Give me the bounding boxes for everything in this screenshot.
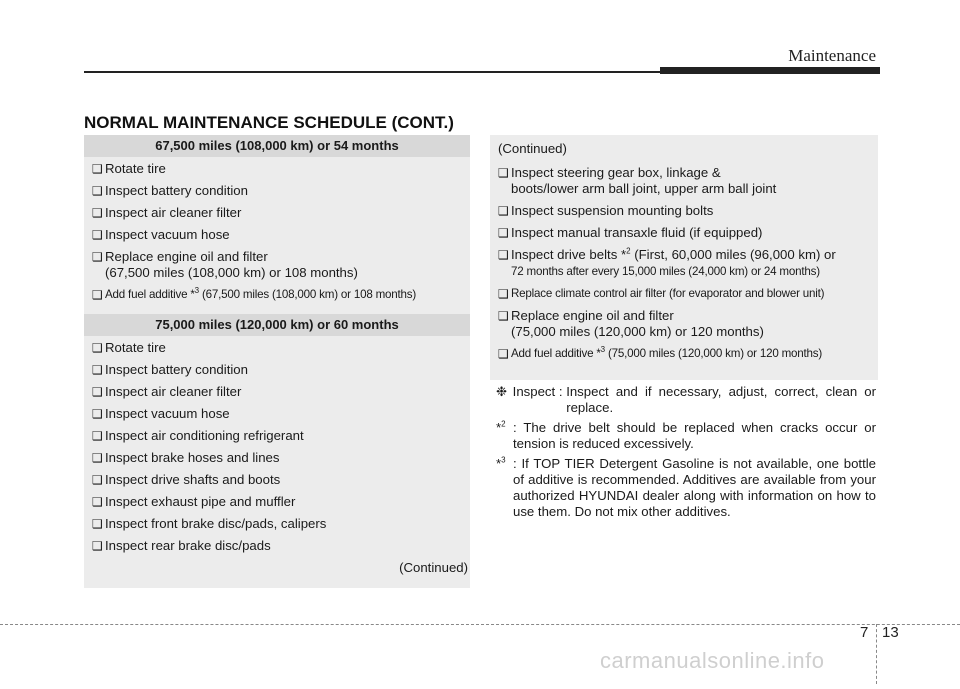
list-item: ❑ Rotate tire [92,340,166,355]
checkbox-icon: ❑ [92,363,103,377]
list-item: ❑ Inspect battery condition [92,183,248,198]
footer-rule [0,624,960,625]
checkbox-icon: ❑ [92,250,103,264]
list-item: ❑ Inspect battery condition [92,362,248,377]
checkbox-icon: ❑ [498,204,509,218]
list-item: ❑ Inspect front brake disc/pads, calipers [92,516,327,531]
checkbox-icon: ❑ [92,288,103,302]
continued-label: (Continued) [399,560,468,575]
checkbox-icon: ❑ [92,539,103,553]
list-item: ❑ Inspect manual transaxle fluid (if equipped) [498,225,763,240]
checkbox-icon: ❑ [92,206,103,220]
checkbox-icon: ❑ [92,451,103,465]
checkbox-icon: ❑ [92,407,103,421]
list-item: ❑ Replace engine oil and filter (75,000 miles (120,000 km) or 120 months) [498,308,764,339]
list-item: ❑ Rotate tire [92,161,166,176]
list-item-climate-filter: ❑ Replace climate control air filter (for evaporator and blower unit) [498,287,825,301]
section-title: Maintenance [788,46,876,65]
checkbox-icon: ❑ [92,517,103,531]
inspect-symbol-icon: ❉ [496,384,508,399]
list-item-drive-belts: ❑ Inspect drive belts *$^2$ (First, 60,000 miles (96,000 km) or 72 months after every 15,000 miles (24,000 km) or 24 months) [498,246,836,278]
note-inspect: ❉ Inspect : Inspect and if necessary, adjust, correct, clean or replace. [496,384,876,415]
list-item: ❑ Inspect suspension mounting bolts [498,203,714,218]
interval-heading-67500: 67,500 miles (108,000 km) or 54 months [84,135,470,157]
checkbox-icon: ❑ [498,226,509,240]
page-number: 13 [882,624,899,641]
header-rule-thin [84,71,660,73]
list-item: ❑ Inspect air conditioning refrigerant [92,428,304,443]
checkbox-icon: ❑ [92,385,103,399]
checkbox-icon: ❑ [498,309,509,323]
list-item: ❑ Inspect steering gear box, linkage & boots/lower arm ball joint, upper arm ball joint [498,165,777,196]
note-fuel-additive: *$^3$ : If TOP TIER Detergent Gasoline is not available, one bottle of additive is recommended. Additives are available from your authorized HYUNDAI dealer along with information on how to use them. Do not mix other additives. [496,455,876,519]
list-item: ❑ Inspect rear brake disc/pads [92,538,271,553]
continued-label: (Continued) [498,141,567,156]
interval-list-75000 [84,336,470,554]
checkbox-icon: ❑ [92,429,103,443]
schedule-panel-right [490,135,878,380]
header-rule-thick [660,67,880,74]
chapter-number: 7 [860,624,869,641]
footer-divider [876,624,877,684]
list-item: ❑ Inspect vacuum hose [92,406,230,421]
page-heading: NORMAL MAINTENANCE SCHEDULE (CONT.) [84,113,454,132]
checkbox-icon: ❑ [92,473,103,487]
list-item: ❑ Replace engine oil and filter (67,500 miles (108,000 km) or 108 months) [92,249,358,280]
list-item: ❑ Inspect air cleaner filter [92,205,242,220]
note-drive-belt: *$^2$ : The drive belt should be replaced when cracks occur or tension is reduced excessively. [496,419,876,451]
interval-list-67500 [84,157,470,303]
list-item: ❑ Inspect vacuum hose [92,227,230,242]
list-item: ❑ Inspect air cleaner filter [92,384,242,399]
watermark: carmanualsonline.info [600,648,825,673]
list-item: ❑ Inspect exhaust pipe and muffler [92,494,296,509]
checkbox-icon: ❑ [92,228,103,242]
checkbox-icon: ❑ [498,248,509,262]
interval-heading-75000: 75,000 miles (120,000 km) or 60 months [84,314,470,336]
checkbox-icon: ❑ [92,495,103,509]
continued-list [498,165,872,362]
footnotes [496,384,876,524]
list-item-fuel-additive: ❑ Add fuel additive *$^3$ (67,500 miles (108,000 km) or 108 months) [92,286,417,302]
list-item: ❑ Inspect brake hoses and lines [92,450,280,465]
schedule-panel-left [84,135,470,588]
list-item-fuel-additive: ❑ Add fuel additive *$^3$ (75,000 miles (120,000 km) or 120 months) [498,345,823,361]
checkbox-icon: ❑ [92,162,103,176]
checkbox-icon: ❑ [498,347,509,361]
checkbox-icon: ❑ [92,184,103,198]
list-item: ❑ Inspect drive shafts and boots [92,472,281,487]
checkbox-icon: ❑ [92,341,103,355]
checkbox-icon: ❑ [498,287,509,301]
checkbox-icon: ❑ [498,166,509,180]
